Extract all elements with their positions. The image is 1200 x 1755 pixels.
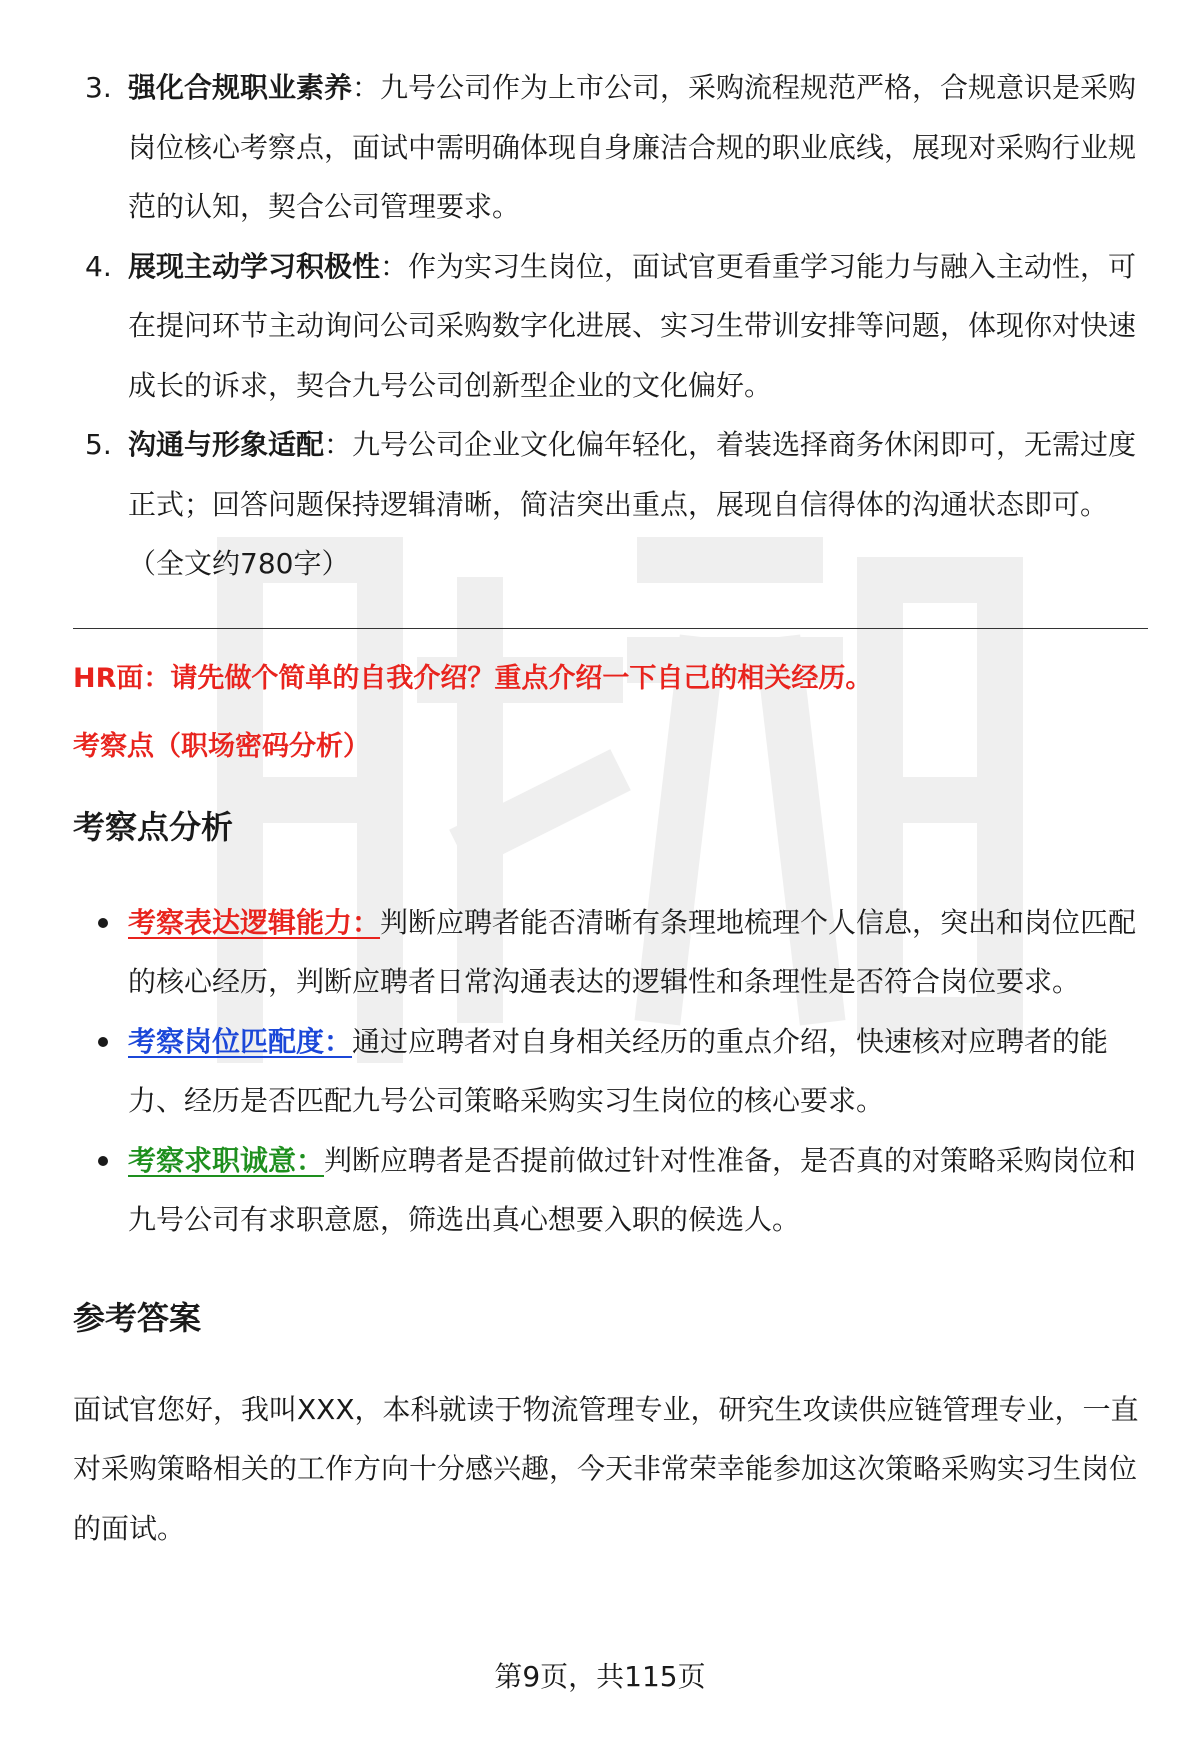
analysis-text: 通过应聘者对自身相关经历的重点介绍，快速核对应聘者的能力、经历是否匹配九号公司策略采购实习生岗位的核心要求。 bbox=[128, 1024, 1109, 1117]
analysis-tag: 考察表达逻辑能力： bbox=[128, 905, 381, 939]
list-item bbox=[73, 893, 1148, 1012]
list-item bbox=[73, 58, 1148, 237]
list-item bbox=[73, 1131, 1148, 1250]
analysis-tag: 考察求职诚意： bbox=[128, 1143, 325, 1177]
list-item bbox=[73, 1012, 1148, 1131]
analysis-text: 判断应聘者是否提前做过针对性准备，是否真的对策略采购岗位和九号公司有求职意愿，筛选出真心想要入职的候选人。 bbox=[128, 1143, 1137, 1236]
analysis-heading: 考察点分析 bbox=[73, 807, 234, 846]
answer-text: 面试官您好，我叫XXX，本科就读于物流管理专业，研究生攻读供应链管理专业，一直对采购策略相关的工作方向十分感兴趣，今天非常荣幸能参加这次策略采购实习生岗位的面试。 bbox=[73, 1392, 1139, 1545]
tip-colon: ： bbox=[352, 71, 381, 104]
list-number: 3. bbox=[85, 71, 112, 104]
tip-colon: ： bbox=[324, 428, 353, 461]
tip-title: 强化合规职业素养 bbox=[128, 71, 353, 104]
tip-text: 作为实习生岗位，面试官更看重学习能力与融入主动性，可在提问环节主动询问公司采购数字化进展、实习生带训安排等问题，体现你对快速成长的诉求，契合九号公司创新型企业的文化偏好。 bbox=[128, 249, 1137, 402]
list-item bbox=[73, 237, 1148, 416]
hr-question: HR面：请先做个简单的自我介绍？重点介绍一下自己的相关经历。 bbox=[73, 662, 873, 694]
tip-colon: ： bbox=[380, 249, 409, 283]
answer-heading: 参考答案 bbox=[73, 1298, 202, 1337]
numbered-tips-list bbox=[73, 58, 1148, 594]
section-divider bbox=[73, 628, 1148, 629]
focus-title: 考察点（职场密码分析） bbox=[73, 730, 370, 762]
list-number: 4. bbox=[85, 249, 112, 283]
analysis-text: 判断应聘者能否清晰有条理地梳理个人信息，突出和岗位匹配的核心经历，判断应聘者日常沟通表达的逻辑性和条理性是否符合岗位要求。 bbox=[128, 905, 1137, 998]
tip-text: 九号公司作为上市公司，采购流程规范严格，合规意识是采购岗位核心考察点，面试中需明确体现自身廉洁合规的职业底线，展现对采购行业规范的认知，契合公司管理要求。 bbox=[128, 71, 1137, 223]
bullet-icon bbox=[98, 1156, 108, 1166]
tip-title: 展现主动学习积极性 bbox=[128, 249, 381, 283]
analysis-tag: 考察岗位匹配度： bbox=[128, 1024, 353, 1058]
list-item bbox=[73, 415, 1148, 594]
tip-title: 沟通与形象适配 bbox=[128, 428, 325, 461]
bullet-icon bbox=[98, 918, 108, 928]
page-content bbox=[73, 58, 1148, 1558]
page-footer: 第9页，共115页 bbox=[494, 1660, 706, 1693]
analysis-list bbox=[73, 893, 1148, 1250]
bullet-icon bbox=[98, 1037, 108, 1047]
tip-text: 九号公司企业文化偏年轻化，着装选择商务休闲即可，无需过度正式；回答问题保持逻辑清晰，简洁突出重点，展现自信得体的沟通状态即可。（全文约780字） bbox=[128, 428, 1137, 580]
list-number: 5. bbox=[85, 428, 112, 461]
